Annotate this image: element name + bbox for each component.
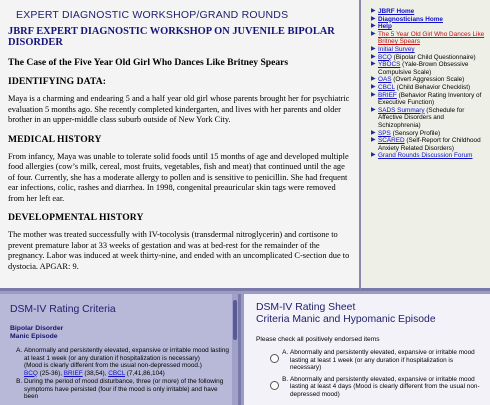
section-text-developmental: The mother was treated successfully with IV-tocolysis (transdermal nitroglycerin) and cortisone to prevent premature labor at 33 weeks of gestation and was at bed-rest for the remainder of the pregnancy. Labor was induced at week thirty-nine, and ended with an uncomplicated C-section due to dystocia. APGAR: 9. (8, 230, 350, 271)
sidebar-item-description: (Child Behavior Checklist) (394, 83, 471, 91)
rating-list (256, 349, 482, 398)
sidebar-item-description: (Bipolar Child Questionnaire) (391, 53, 476, 61)
criteria-scrollbar-thumb[interactable] (233, 300, 237, 340)
rating-title-line2: Criteria Manic and Hypomanic Episode (256, 314, 436, 325)
sidebar-link[interactable]: The 5 Year Old Girl Who Dances Like Britney Spears (378, 30, 485, 46)
sidebar-item (371, 54, 486, 62)
rating-title-line1: DSM-IV Rating Sheet (256, 302, 356, 313)
sidebar-link[interactable]: CBCL (378, 83, 395, 91)
sidebar-link[interactable]: Diagnosticians Home (378, 15, 443, 23)
sidebar-link[interactable]: OAS (378, 76, 392, 84)
sidebar-link[interactable]: JBRF Home (378, 8, 415, 15)
rating-title (256, 302, 482, 326)
sidebar-item (371, 16, 486, 24)
sidebar-item-description: (Sensory Profile) (390, 129, 441, 137)
sidebar-link[interactable]: Help (378, 23, 392, 31)
bullet-icon: ▶ (371, 91, 376, 98)
sidebar-item-description: (Yale-Brown Obsessive Compulsive Scale) (378, 61, 469, 76)
sidebar-item (371, 46, 486, 54)
criteria-ref-link[interactable]: BRIEF (63, 369, 83, 377)
criteria-list (10, 347, 232, 401)
sidebar-link[interactable]: BRIEF (378, 91, 397, 99)
bullet-icon: ▶ (371, 45, 376, 52)
page-title: JBRF EXPERT DIAGNOSTIC WORKSHOP ON JUVENILE BIPOLAR DISORDER (8, 26, 335, 48)
bullet-icon: ▶ (371, 76, 376, 83)
criteria-item-a-refs (24, 370, 165, 377)
sidebar-item (371, 84, 486, 92)
rating-item-a (290, 349, 482, 372)
section-text-identifying: Maya is a charming and endearing 5 and a half year old girl whose parents brought her for psychiatric evaluation 5 months ago. She recently completed kindergarten, and lives with her parents and older brother in an upper-middle class suburb outside of New York City. (8, 94, 350, 124)
section-heading-medical: MEDICAL HISTORY (8, 133, 102, 145)
sidebar-link[interactable]: Grand Rounds Discussion Forum (378, 152, 473, 160)
sidebar-item (371, 137, 486, 152)
case-title: The Case of the Five Year Old Girl Who Dances Like Britney Spears (8, 57, 289, 68)
sidebar-item-description: (Behavior Rating Inventory of Executive Function) (378, 91, 482, 107)
rating-radio-b[interactable] (270, 381, 279, 390)
page-header: EXPERT DIAGNOSTIC WORKSHOP/GRAND ROUNDS (16, 9, 289, 21)
criteria-subtitle-line1: Bipolar Disorder (10, 325, 64, 332)
sidebar-link[interactable]: SADS Summary (378, 106, 425, 114)
bullet-icon: ▶ (371, 61, 376, 68)
sidebar-item (371, 61, 486, 76)
bullet-icon: ▶ (371, 23, 376, 30)
sidebar-link[interactable]: BCQ (378, 53, 392, 61)
sidebar-link[interactable]: SCARED (378, 137, 405, 145)
sidebar-link[interactable]: YBOCS (378, 61, 401, 69)
criteria-ref-values: (25-36), (37, 369, 64, 377)
bullet-icon: ▶ (371, 106, 376, 113)
sidebar-nav (361, 0, 490, 291)
sidebar-item (371, 107, 486, 130)
bullet-icon: ▶ (371, 83, 376, 90)
sidebar-item (371, 92, 486, 107)
sidebar-link[interactable]: SPS (378, 129, 391, 137)
bullet-icon: ▶ (371, 8, 376, 14)
sidebar-link[interactable]: Initial Survey (378, 45, 415, 53)
criteria-ref-values: (38,54), (82, 369, 109, 377)
criteria-ref-link[interactable]: BCQ (24, 369, 38, 377)
bullet-icon: ▶ (371, 137, 376, 144)
bullet-icon: ▶ (371, 129, 376, 136)
sidebar-item (371, 31, 486, 46)
criteria-ref-values: (7,41,86,104) (125, 369, 165, 377)
criteria-item-a-text: Abnormally and persistently elevated, expansive or irritable mood lasting at least 1 week (or any duration if hospitalization is necessary) (24, 347, 229, 362)
section-heading-identifying: IDENTIFYING DATA: (8, 76, 107, 87)
sidebar-item-description: (Schedule for Affective Disorders and Schizophrenia) (378, 106, 465, 129)
criteria-subtitle (10, 325, 232, 341)
rating-radio-a[interactable] (270, 354, 279, 363)
criteria-scrollbar[interactable] (232, 294, 238, 405)
sidebar-list (371, 8, 486, 160)
criteria-item-b (24, 378, 232, 401)
rating-item-a-text: Abnormally and persistently elevated, expansive or irritable mood lasting at least 1 week (or any duration if hospitalization is necessary) (290, 349, 475, 371)
section-heading-developmental: DEVELOPMENTAL HISTORY (8, 212, 144, 223)
rating-sheet-frame[interactable] (244, 294, 490, 405)
bullet-icon: ▶ (371, 152, 376, 159)
sidebar-item (371, 23, 486, 31)
bullet-icon: ▶ (371, 15, 376, 22)
sidebar-item (371, 76, 486, 84)
criteria-title: DSM-IV Rating Criteria (10, 304, 116, 315)
rating-instructions: Please check all positively endorsed items (256, 336, 380, 343)
bullet-icon: ▶ (371, 53, 376, 60)
section-text-medical: From infancy, Maya was unable to tolerate solid foods until 15 months of age and developed multiple food allergies (cow’s milk, cereal, most fruits, vegetables, fish and meat) that continued until the age of four. Currently, she has a moderate allergy to pollen and is sensitive to penicillin. She had frequent ear infections, colic, rashes and diarrhea. In 1998, congenital preauricular skin tags were removed from her left ear. (8, 151, 349, 203)
sidebar-item-description: (Overt Aggression Scale) (391, 76, 465, 84)
sidebar-item-description: (Self-Report for Childhood Anxiety Related Disorders) (378, 137, 481, 152)
criteria-subtitle-line2: Manic Episode (10, 333, 58, 340)
criteria-item-b-text: During the period of mood disturbance, three (or more) of the following symptoms have persisted (four if the mood is only irritable) and have been (24, 378, 224, 400)
rating-criteria-frame[interactable] (0, 294, 241, 405)
sidebar-item (371, 152, 486, 160)
bullet-icon: ▶ (371, 30, 376, 37)
rating-item-b-text: Abnormally and persistently elevated, expansive or irritable mood lasting at least 4 days (Mood is clearly different from the usual non-depressed mood) (290, 375, 480, 398)
criteria-item-a (24, 347, 232, 377)
criteria-item-a-note: (Mood is clearly different from the usual non-depressed mood.) (24, 362, 202, 369)
rating-item-b (290, 376, 482, 399)
sidebar-item (371, 8, 486, 16)
criteria-ref-link[interactable]: CBCL (108, 369, 126, 377)
sidebar-item (371, 130, 486, 138)
